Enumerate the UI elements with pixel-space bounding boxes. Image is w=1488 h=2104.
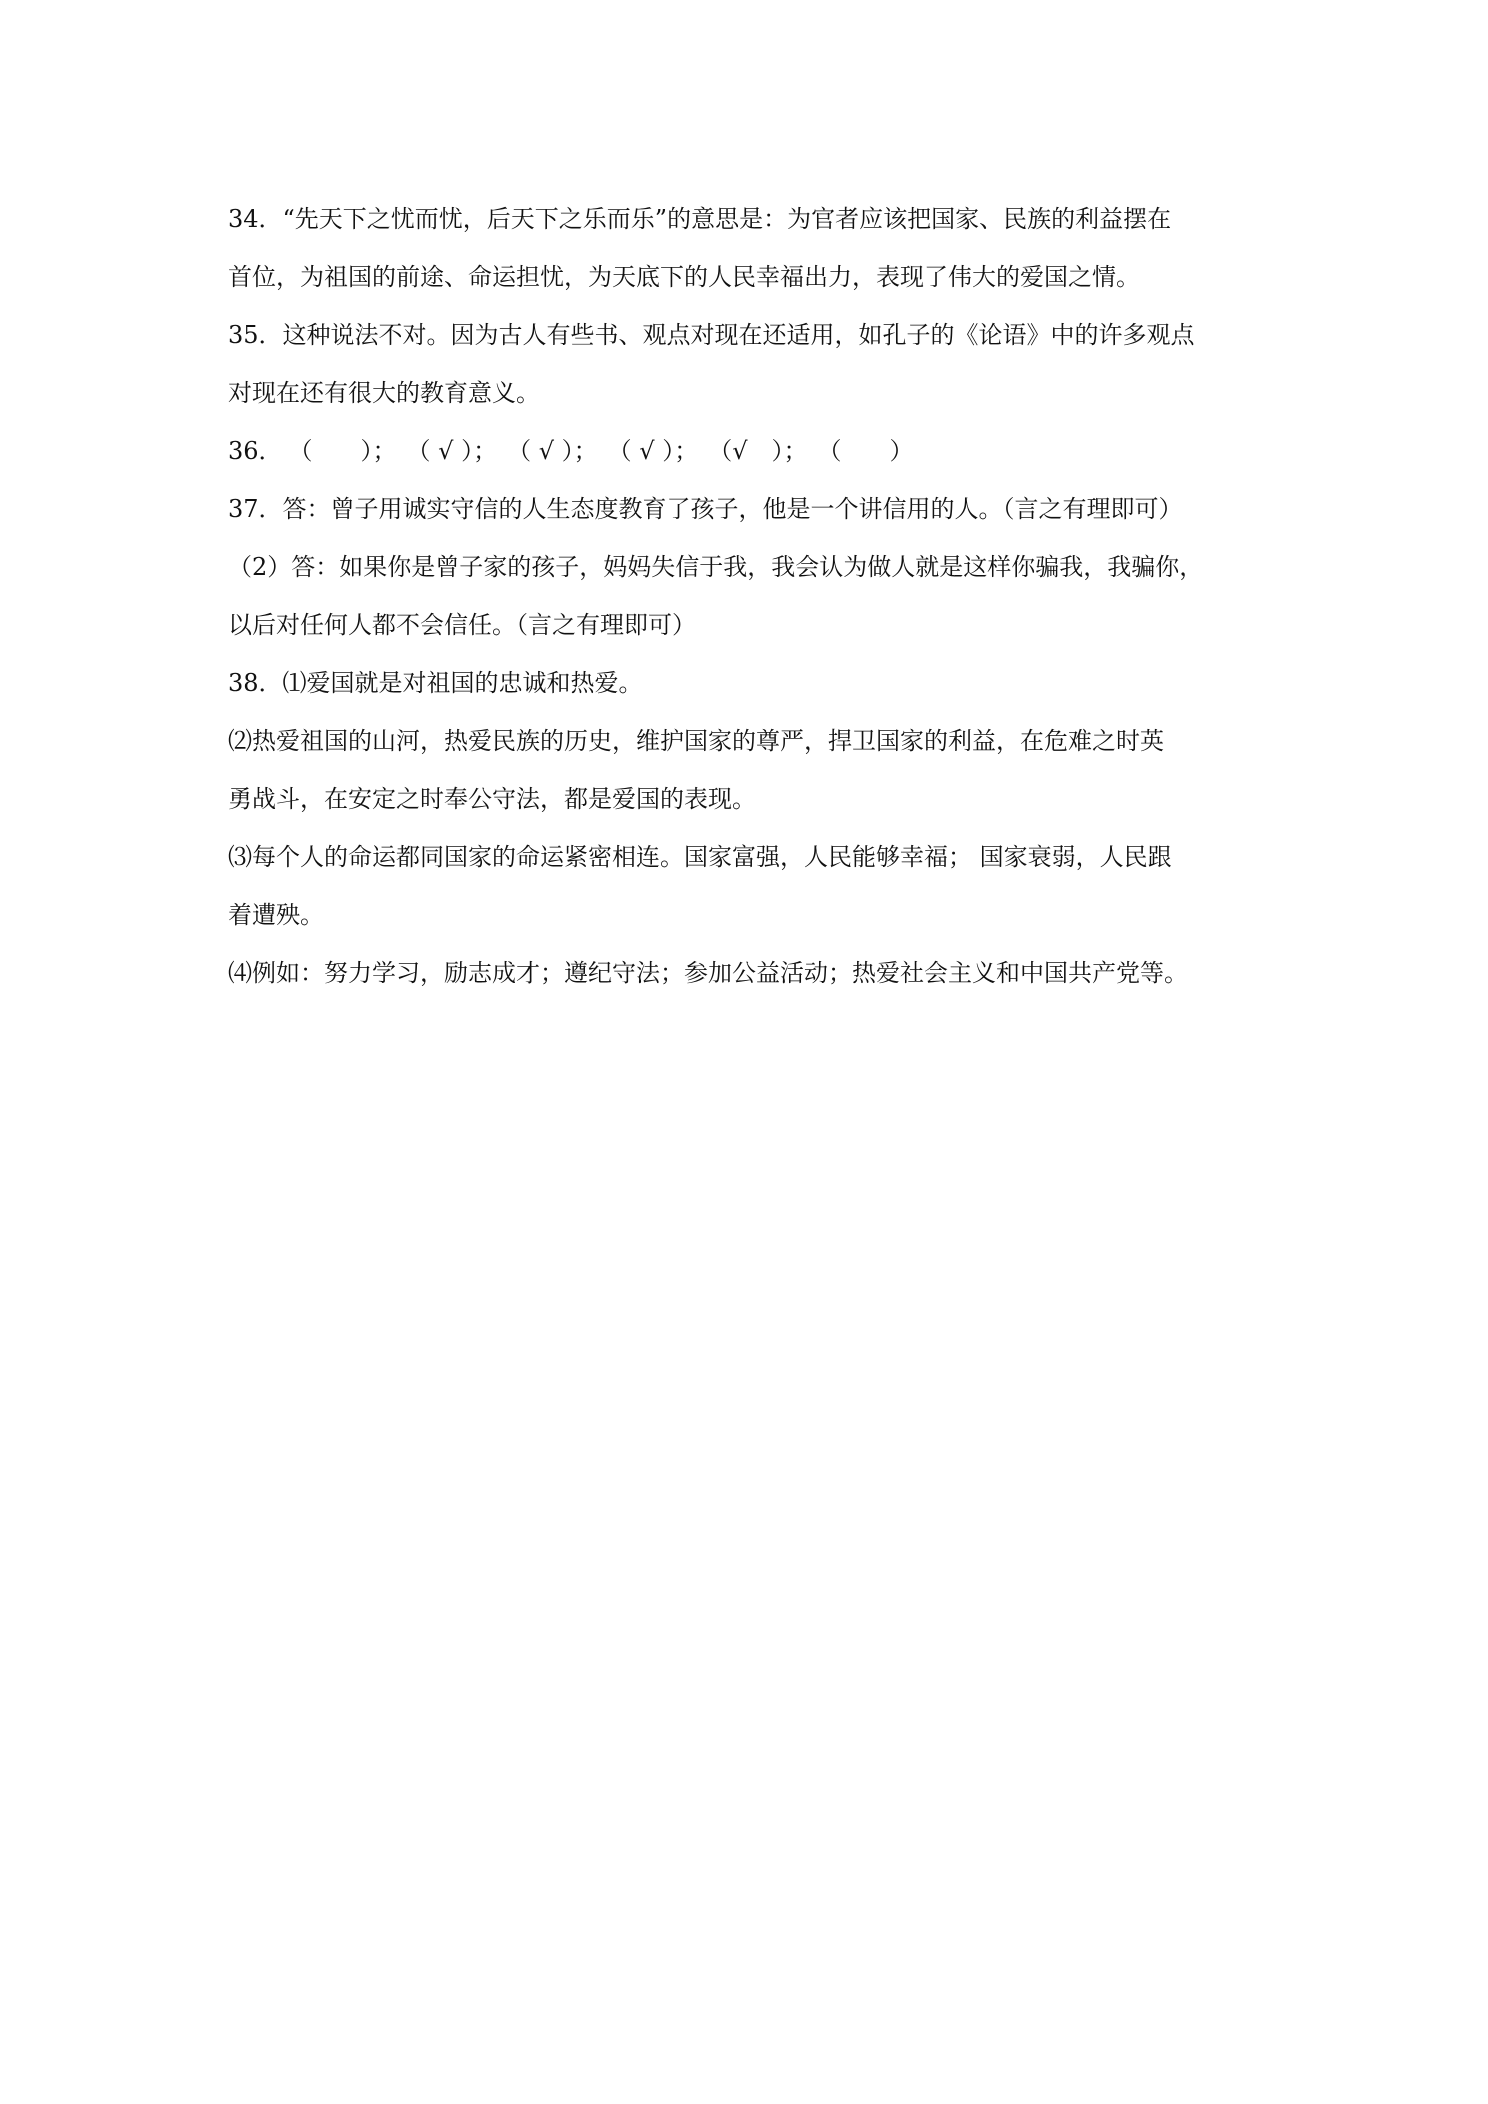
q37-line-2: （2）答：如果你是曾子家的孩子，妈妈失信于我，我会认为做人就是这样你骗我，我骗你， (228, 553, 1204, 581)
q37-line-1: 37．答：曾子用诚实守信的人生态度教育了孩子，他是一个讲信用的人。（言之有理即可） (228, 495, 1183, 523)
q38-line-4: ⑶每个人的命运都同国家的命运紧密相连。国家富强，人民能够幸福； 国家衰弱，人民跟 (228, 843, 1172, 871)
q36-answer-1: （ ）； (288, 437, 397, 465)
q36-answers (228, 422, 1268, 480)
q35-line-2: 对现在还有很大的教育意义。 (228, 379, 540, 407)
q36-answer-4: （ √ ）； (607, 437, 699, 465)
q36-answer-3: （ √ ）； (507, 437, 598, 465)
q38-line-3: 勇战斗，在安定之时奉公守法，都是爱国的表现。 (228, 785, 756, 813)
q38-line-5: 着遭殃。 (228, 901, 324, 929)
q34-line-2: 首位，为祖国的前途、命运担忧，为天底下的人民幸福出力，表现了伟大的爱国之情。 (228, 263, 1140, 291)
q36-answer-6: （ ） (817, 437, 914, 465)
q38-line-6: ⑷例如：努力学习，励志成才；遵纪守法；参加公益活动；热爱社会主义和中国共产党等。 (228, 959, 1188, 987)
q36-number: 36． (228, 437, 283, 465)
q36-answer-5: （√ ）； (708, 437, 808, 465)
q38-line-1: 38．⑴爱国就是对祖国的忠诚和热爱。 (228, 669, 643, 697)
q37-line-3: 以后对任何人都不会信任。（言之有理即可） (228, 611, 696, 639)
q35-line-1: 35．这种说法不对。因为古人有些书、观点对现在还适用，如孔子的《论语》中的许多观点 (228, 321, 1195, 349)
q38-line-2: ⑵热爱祖国的山河，热爱民族的历史，维护国家的尊严，捍卫国家的利益，在危难之时英 (228, 727, 1164, 755)
q34-line-1: 34．“先天下之忧而忧，后天下之乐而乐”的意思是：为官者应该把国家、民族的利益摆在 (228, 205, 1172, 233)
answer-content (228, 190, 1268, 1002)
q36-answer-2: （ √ ）； (406, 437, 498, 465)
